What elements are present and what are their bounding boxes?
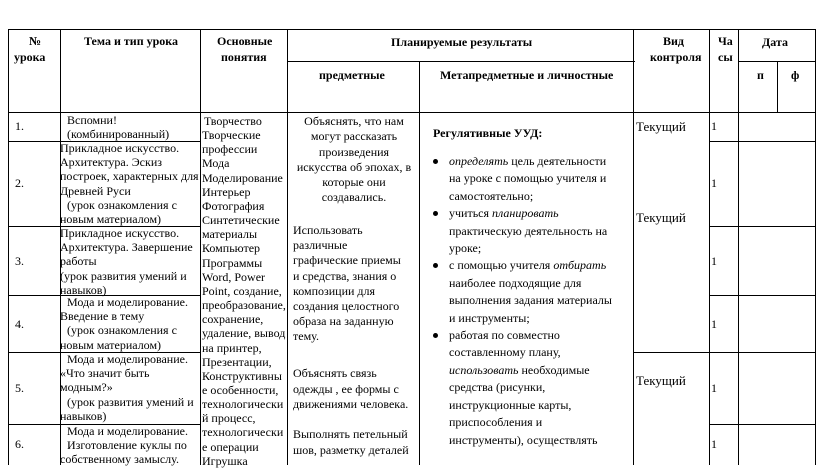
list-item: учиться планировать практическую деятельность на уроке; <box>433 205 633 257</box>
header-control: контроля <box>650 50 702 64</box>
grid-line <box>419 61 420 465</box>
lesson-topic: Прикладное искусство. Архитектура. Эскиз построек, характерных для Древней Руси (урок ознакомления с новым материалом) <box>60 141 199 227</box>
hours-value: 1 <box>711 437 717 451</box>
lesson-number: 6. <box>15 437 24 451</box>
hours-value: 1 <box>711 119 717 133</box>
grid-line <box>200 29 201 465</box>
grid-line <box>8 29 816 30</box>
grid-line <box>8 29 9 465</box>
header-subject: предметные <box>319 68 385 82</box>
header-hours: сы <box>718 50 733 64</box>
meta-heading: Регулятивные УУД: <box>433 126 543 140</box>
lesson-number: 5. <box>15 381 24 395</box>
grid-line <box>709 141 816 142</box>
control-type: Текущий <box>636 119 686 134</box>
grid-line <box>633 29 634 465</box>
subject-results: Использовать различные графические приемы и средства, знания о композиции для создания целостного образа на заданную тему. <box>293 223 401 344</box>
header-topic: Тема и тип урока <box>84 34 179 48</box>
header-num: № <box>29 34 42 48</box>
header-date-plan: п <box>757 68 764 82</box>
grid-line <box>287 61 635 62</box>
header-results: Планируемые результаты <box>391 35 533 49</box>
grid-line <box>287 29 288 465</box>
grid-line <box>709 424 816 425</box>
header-num: урока <box>14 50 46 64</box>
hours-value: 1 <box>711 381 717 395</box>
lesson-topic: Мода и моделирование. Введение в тему (урок ознакомления с новым материалом) <box>60 295 188 352</box>
concepts-list: Творчество Творческие профессии Мода Моделирование Интерьер Фотография Синтетические материалы Компьютер Программы Word, Power Point, создание, преобразование, сохранение, удаление, вывод на принтер, Презентации, Конструктивны е особенности, технологически й процесс, технологически е операции Игрушка <box>202 114 286 468</box>
control-type: Текущий <box>636 373 686 388</box>
hours-value: 1 <box>711 176 717 190</box>
subject-results: Объяснять, что нам могут рассказать произведения искусства об эпохах, в которые они создавались. <box>296 114 412 205</box>
lesson-number: 2. <box>15 176 24 190</box>
header-date: Дата <box>762 35 788 49</box>
list-item: работая по совместно составленному плану, использовать необходимые средства (рисунки, инструкционные карты, приспособления и инструменты), осуществлять <box>433 327 633 449</box>
grid-line <box>709 226 816 227</box>
bullet-icon <box>433 263 438 268</box>
subject-results: Выполнять петельный шов, разметку деталей <box>293 427 409 457</box>
grid-line <box>633 352 709 353</box>
header-concepts: понятия <box>221 50 267 64</box>
grid-line <box>709 295 816 296</box>
header-concepts: Основные <box>217 34 273 48</box>
grid-line <box>777 61 778 112</box>
subject-results: Объяснять связь одежды , ее формы с движениями человека. <box>293 366 409 411</box>
list-item: определять цель деятельности на уроке с помощью учителя и самостоятельно; <box>433 153 633 205</box>
grid-line <box>709 352 816 353</box>
lesson-number: 4. <box>15 317 24 331</box>
header-date-fact: ф <box>791 68 800 82</box>
lesson-topic: Прикладное искусство. Архитектура. Завершение работы (урок развития умений и навыков) <box>60 226 193 297</box>
bullet-icon <box>433 159 438 164</box>
lesson-topic: Вспомни! (комбинированный) <box>67 113 170 142</box>
meta-results <box>433 124 633 449</box>
header-hours: Ча <box>718 34 733 48</box>
control-type: Текущий <box>636 210 686 225</box>
lesson-topic: Мода и моделирование. «Что значит быть модным?» (урок развития умений и навыков) <box>60 352 194 423</box>
bullet-icon <box>433 333 438 338</box>
lesson-number: 3. <box>15 254 24 268</box>
bullet-icon <box>433 211 438 216</box>
hours-value: 1 <box>711 317 717 331</box>
hours-value: 1 <box>711 254 717 268</box>
header-meta: Метапредметные и личностные <box>440 68 614 82</box>
grid-line <box>709 29 710 465</box>
lesson-topic: Мода и моделирование. Изготовление куклы по собственному замыслу. <box>60 424 188 467</box>
header-control: Вид <box>663 34 684 48</box>
lesson-number: 1. <box>15 119 24 133</box>
list-item: с помощью учителя отбирать наиболее подходящие для выполнения задания материалы и инструменты; <box>433 257 633 327</box>
grid-line <box>738 29 739 465</box>
